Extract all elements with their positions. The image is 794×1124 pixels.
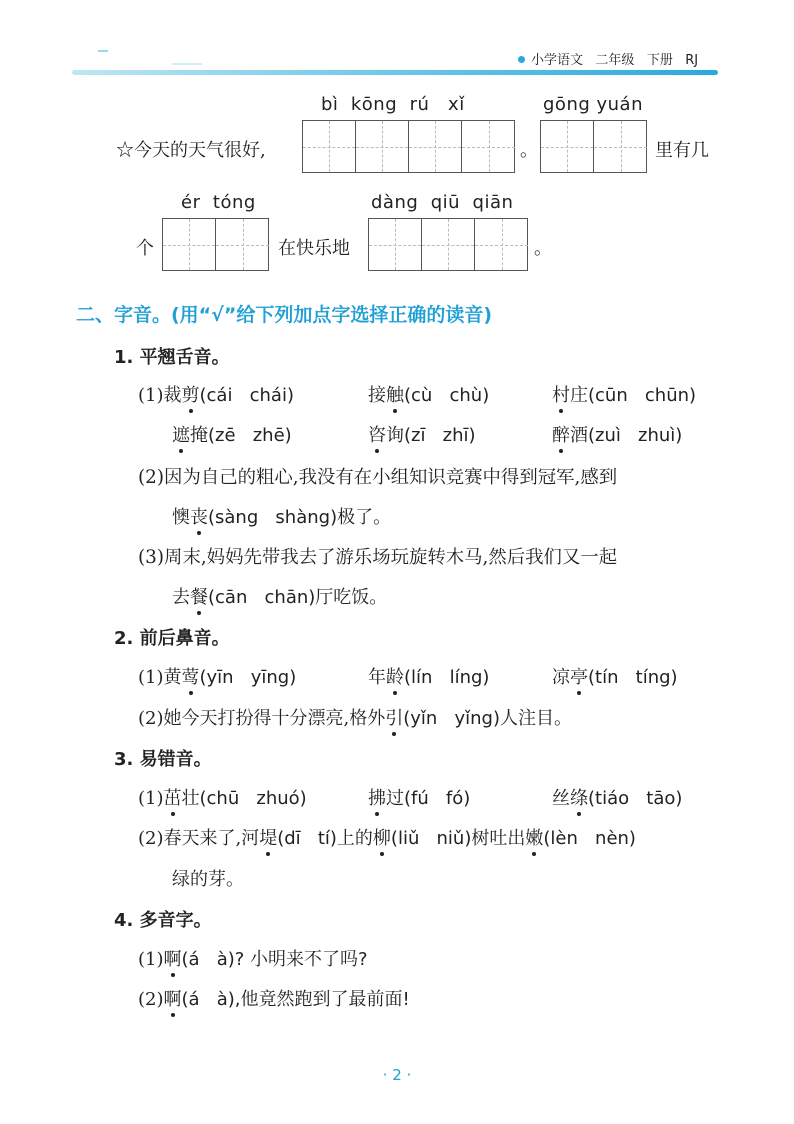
dotted-char: 龄: [386, 667, 404, 688]
pinyin-options[interactable]: (fú fó): [404, 788, 471, 809]
dotted-char: 村: [552, 385, 570, 406]
pinyin-options[interactable]: (yǐn yǐng)人注目。: [403, 708, 572, 729]
question-line: (2)春天来了,河堤(dī tí)上的柳(liǔ niǔ)树吐出嫩(lèn nèn): [138, 828, 636, 849]
question-row: (1)裁剪(cái chái): [138, 385, 294, 406]
header-label: [531, 49, 698, 68]
pinyin-options[interactable]: (dī tí)上的: [277, 828, 373, 849]
pinyin-options[interactable]: (lín líng): [404, 667, 490, 688]
subsection-title: 1. 平翘舌音。: [114, 347, 230, 368]
pinyin-gongyuan: gōng yuán: [543, 94, 643, 115]
question-item: 村庄(cūn chūn): [552, 385, 697, 406]
subsection-title: 2. 前后鼻音。: [114, 628, 230, 649]
dotted-char: 醉: [552, 425, 570, 446]
header-volume: 下册: [646, 53, 673, 68]
question-line: 懊丧(sàng shàng)极了。: [172, 507, 392, 528]
fill-line2-suffix: 。: [534, 238, 552, 259]
pinyin-bikongruxi: bì kōng rú xǐ: [321, 94, 465, 115]
fill-line2-mid: 在快乐地: [278, 238, 350, 259]
question-line: (2)她今天打扮得十分漂亮,格外引(yǐn yǐng)人注目。: [138, 708, 572, 729]
grid-cell[interactable]: [462, 121, 515, 172]
dotted-char: 拂: [368, 788, 386, 809]
question-line: (2)因为自己的粗心,我没有在小组知识竞赛中得到冠军,感到: [138, 467, 618, 488]
dotted-char: 莺: [181, 667, 200, 688]
pinyin-options[interactable]: (yīn yīng): [199, 667, 297, 688]
pinyin-options[interactable]: (á à)? 小明来不了吗?: [181, 949, 368, 970]
grid-cell[interactable]: [409, 121, 462, 172]
question-item: 丝绦(tiáo tāo): [552, 788, 683, 809]
question-item: 遮掩(zē zhē): [172, 425, 292, 446]
pinyin-options[interactable]: (sàng shàng)极了。: [208, 507, 392, 528]
pinyin-options[interactable]: (tín tíng): [588, 667, 678, 688]
question-item: 咨询(zī zhī): [368, 425, 476, 446]
pinyin-options[interactable]: (cūn chūn): [588, 385, 697, 406]
fill-line1-prefix: ☆今天的天气很好,: [116, 140, 266, 161]
question-line: (2)啊(á à),他竟然跑到了最前面!: [138, 989, 410, 1010]
grid-cell[interactable]: [369, 219, 422, 270]
header-bullet-icon: [518, 56, 525, 63]
question-item: 接触(cù chù): [368, 385, 490, 406]
grid-cell[interactable]: [422, 219, 475, 270]
fill-line2-prefix: 个: [136, 238, 154, 259]
dotted-char: 堤: [259, 828, 278, 849]
pinyin-options[interactable]: (cān chān)厅吃饭。: [208, 587, 388, 608]
dotted-char: 剪: [181, 385, 200, 406]
dotted-char: 触: [386, 385, 404, 406]
question-item: 凉亭(tín tíng): [552, 667, 678, 688]
writing-grid-bikongruxi[interactable]: [302, 120, 515, 173]
pinyin-options[interactable]: (zē zhē): [208, 425, 292, 446]
grid-cell[interactable]: [594, 121, 647, 172]
dotted-char: 柳: [372, 828, 391, 849]
grid-cell[interactable]: [163, 219, 216, 270]
fill-line1-mid: 。: [520, 140, 538, 161]
writing-grid-dangqiuqian[interactable]: [368, 218, 528, 271]
question-item: 醉酒(zuì zhuì): [552, 425, 683, 446]
dotted-char: 引: [385, 708, 404, 729]
pinyin-ertong: ér tóng: [181, 192, 256, 213]
dotted-char: 啊: [163, 989, 182, 1010]
dotted-char: 餐: [190, 587, 208, 608]
header-bar: [72, 70, 718, 75]
header-grade: 二年级: [595, 53, 635, 68]
pinyin-options[interactable]: (liǔ niǔ)树吐出: [390, 828, 526, 849]
writing-grid-gongyuan[interactable]: [540, 120, 647, 173]
dotted-char: 啊: [163, 949, 182, 970]
grid-cell[interactable]: [356, 121, 409, 172]
question-item: 拂过(fú fó): [368, 788, 471, 809]
dotted-char: 咨: [368, 425, 386, 446]
header-edition: RJ: [685, 53, 699, 68]
question-line: 去餐(cān chān)厅吃饭。: [172, 587, 388, 608]
question-row: (1)茁壮(chū zhuó): [138, 788, 307, 809]
header-decoration-dash: [172, 63, 202, 65]
dotted-char: 丧: [190, 507, 208, 528]
pinyin-options[interactable]: (cái chái): [199, 385, 294, 406]
grid-cell[interactable]: [475, 219, 528, 270]
subsection-title: 3. 易错音。: [114, 749, 212, 770]
header-subject: 小学语文: [531, 53, 584, 68]
dotted-char: 嫩: [525, 828, 544, 849]
grid-cell[interactable]: [541, 121, 594, 172]
pinyin-options[interactable]: (cù chù): [404, 385, 490, 406]
question-row: (1)黄莺(yīn yīng): [138, 667, 297, 688]
grid-cell[interactable]: [216, 219, 269, 270]
pinyin-dangqiuqian: dàng qiū qiān: [371, 192, 514, 213]
pinyin-options[interactable]: (chū zhuó): [199, 788, 307, 809]
dotted-char: 茁: [163, 788, 182, 809]
dotted-char: 亭: [570, 667, 588, 688]
question-line: 绿的芽。: [172, 869, 244, 890]
pinyin-options[interactable]: (tiáo tāo): [588, 788, 683, 809]
pinyin-options[interactable]: (zī zhī): [404, 425, 476, 446]
dotted-char: 绦: [570, 788, 588, 809]
pinyin-options[interactable]: (zuì zhuì): [588, 425, 683, 446]
fill-line1-suffix: 里有几: [655, 140, 709, 161]
dotted-char: 遮: [172, 425, 190, 446]
pinyin-options[interactable]: (á à),他竟然跑到了最前面!: [181, 989, 410, 1010]
question-item: 年龄(lín líng): [368, 667, 490, 688]
section-title: 二、字音。(用“√”给下列加点字选择正确的读音): [76, 304, 493, 326]
subsection-title: 4. 多音字。: [114, 910, 212, 931]
question-line: (1)啊(á à)? 小明来不了吗?: [138, 949, 368, 970]
question-line: (3)周末,妈妈先带我去了游乐场玩旋转木马,然后我们又一起: [138, 547, 618, 568]
pinyin-options[interactable]: (lèn nèn): [543, 828, 636, 849]
grid-cell[interactable]: [303, 121, 356, 172]
header-decoration-dash: [98, 50, 108, 52]
writing-grid-ertong[interactable]: [162, 218, 269, 271]
page-number: · 2 ·: [382, 1066, 412, 1084]
